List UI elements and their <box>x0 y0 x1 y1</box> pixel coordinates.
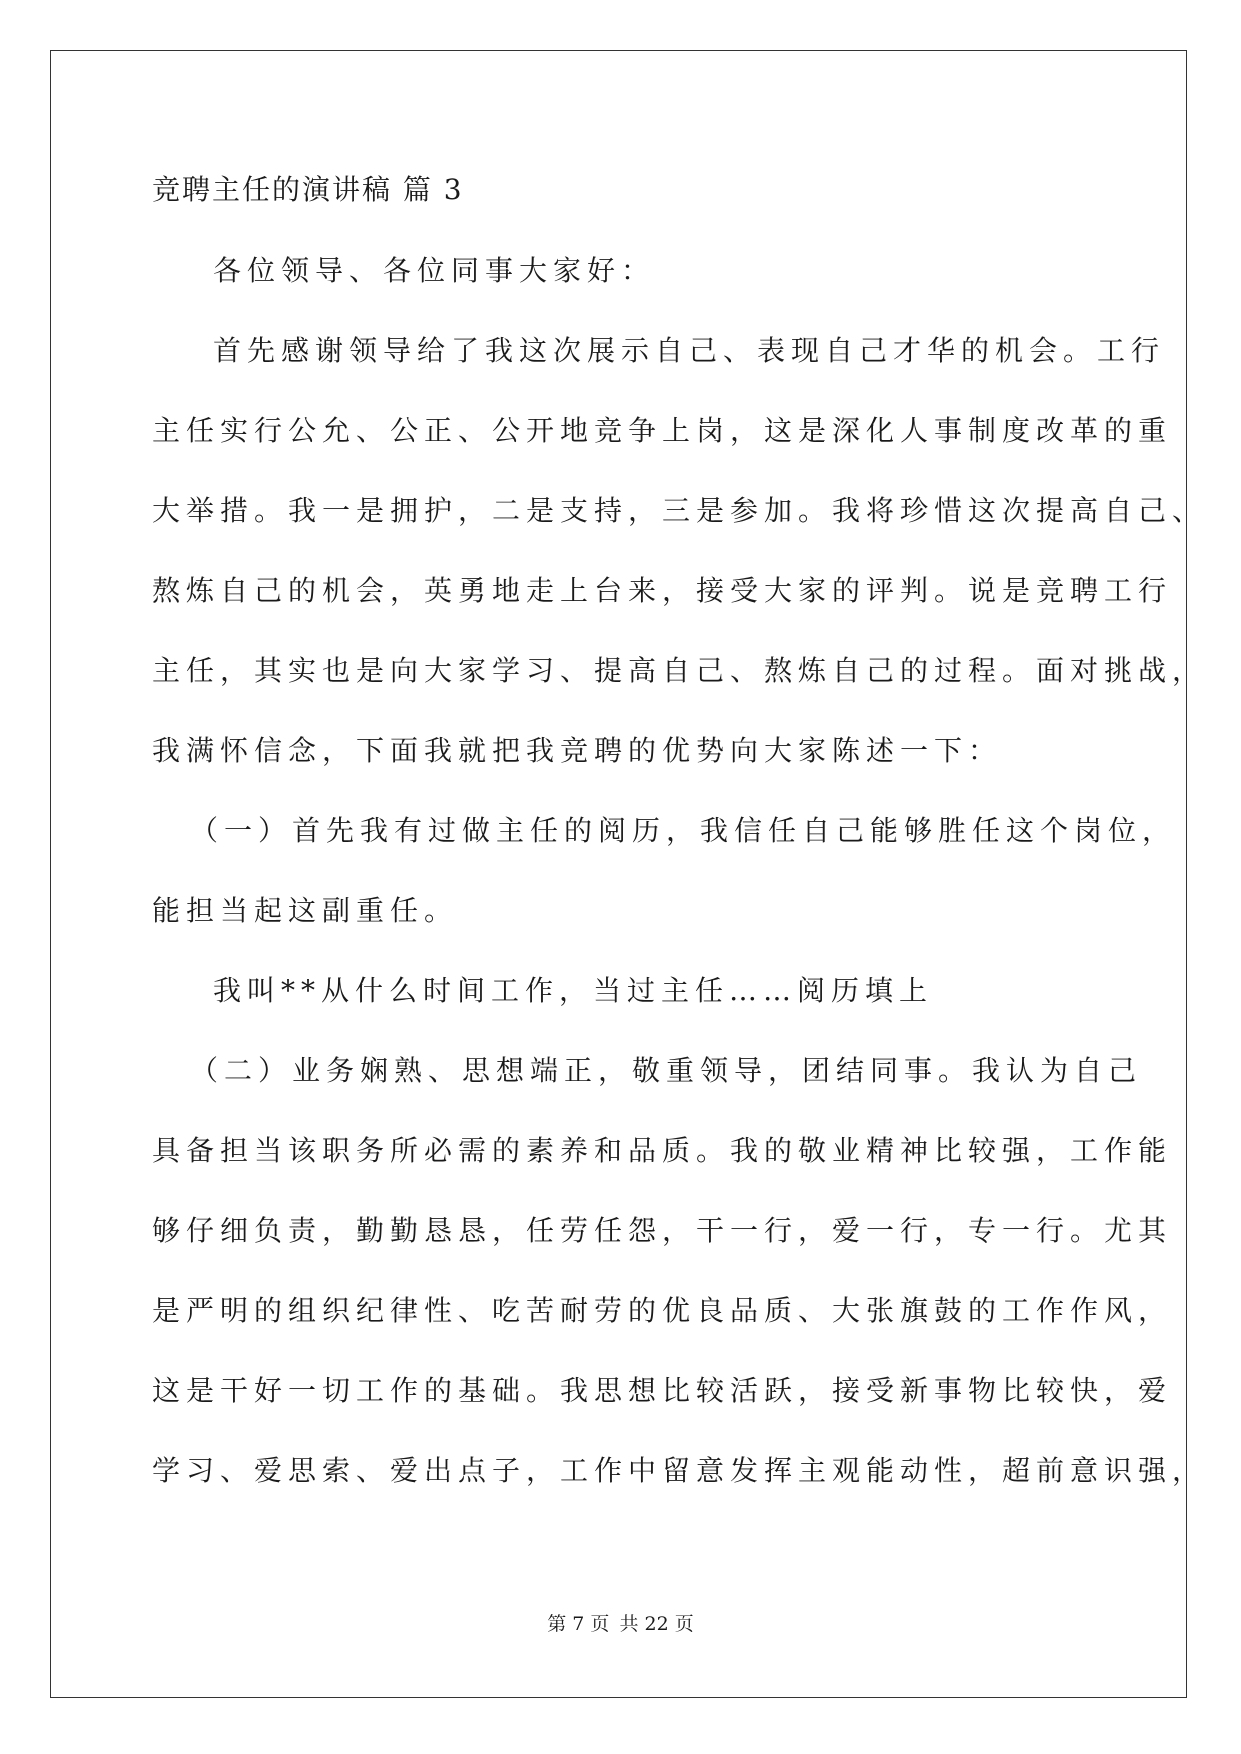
page-footer <box>0 1612 1241 1636</box>
paragraph-line: （二）业务娴熟、思想端正，敬重领导，团结同事。我认为自己 <box>190 1054 1143 1087</box>
paragraph-line: 够仔细负责，勤勤恳恳，任劳任怨，干一行，爱一行，专一行。尤其 <box>152 1214 1173 1247</box>
paragraph-line: （一）首先我有过做主任的阅历，我信任自己能够胜任这个岗位， <box>190 814 1177 847</box>
paragraph-line: 首先感谢领导给了我这次展示自己、表现自己才华的机会。工行 <box>213 334 1166 367</box>
paragraph-line: 这是干好一切工作的基础。我思想比较活跃，接受新事物比较快，爱 <box>152 1374 1173 1407</box>
page-number: 第 7 页 <box>547 1613 610 1635</box>
paragraph-line: 能担当起这副重任。 <box>152 894 459 927</box>
paragraph-line: 各位领导、各位同事大家好： <box>213 254 656 287</box>
page-total: 共 22 页 <box>619 1613 694 1635</box>
paragraph-line: 我满怀信念，下面我就把我竞聘的优势向大家陈述一下： <box>152 734 1003 767</box>
paragraph-line: 熬炼自己的机会，英勇地走上台来，接受大家的评判。说是竞聘工行 <box>152 574 1173 607</box>
paragraph-line: 大举措。我一是拥护，二是支持，三是参加。我将珍惜这次提高自己、 <box>152 494 1207 527</box>
paragraph-line: 我叫**从什么时间工作，当过主任……阅历填上 <box>213 974 934 1007</box>
paragraph-line: 具备担当该职务所必需的素养和品质。我的敬业精神比较强，工作能 <box>152 1134 1173 1167</box>
paragraph-line: 主任实行公允、公正、公开地竞争上岗，这是深化人事制度改革的重 <box>152 414 1173 447</box>
paragraph-line: 主任，其实也是向大家学习、提高自己、熬炼自己的过程。面对挑战， <box>152 654 1207 687</box>
document-title: 竞聘主任的演讲稿 篇 3 <box>152 173 464 206</box>
paragraph-line: 学习、爱思索、爱出点子，工作中留意发挥主观能动性，超前意识强， <box>152 1454 1207 1487</box>
paragraph-line: 是严明的组织纪律性、吃苦耐劳的优良品质、大张旗鼓的工作作风， <box>152 1294 1173 1327</box>
